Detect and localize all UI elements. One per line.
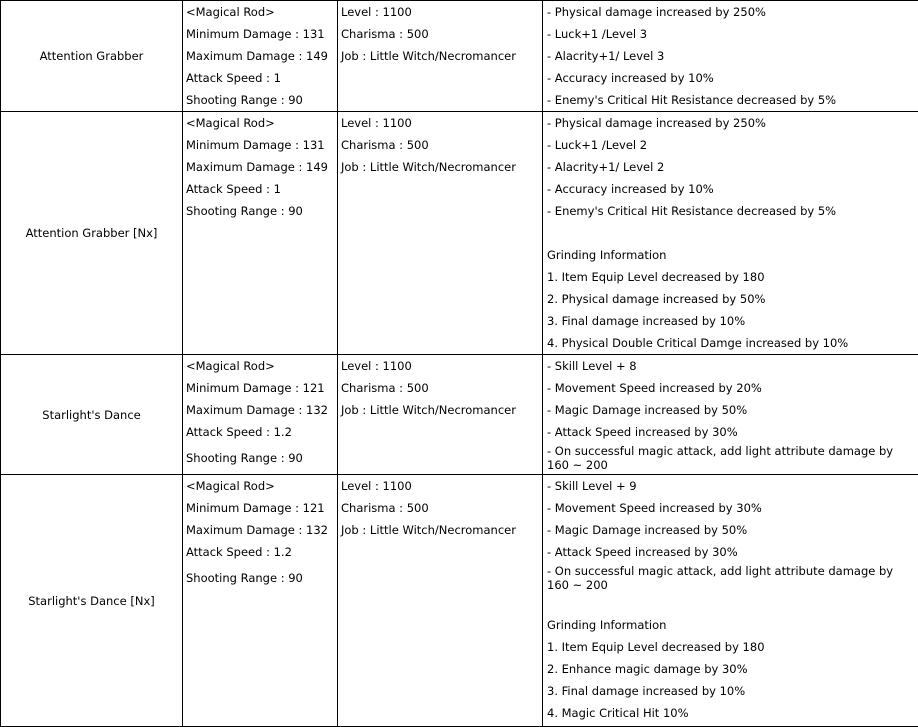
min-damage: Minimum Damage : 121 [183,497,337,519]
effect-line: - Accuracy increased by 10% [543,178,918,200]
effects [543,475,918,727]
item-row [1,355,918,475]
effect-line: - Movement Speed increased by 30% [543,497,918,519]
max-damage: Maximum Damage : 132 [183,399,337,421]
grinding-line: 1. Item Equip Level decreased by 180 [543,636,918,658]
item-row [1,1,918,112]
req-level: Level : 1100 [338,355,542,377]
effect-line: - Accuracy increased by 10% [543,67,918,89]
min-damage: Minimum Damage : 131 [183,23,337,45]
req-level: Level : 1100 [338,475,542,497]
grinding-line: 4. Magic Critical Hit 10% [543,702,918,724]
effect-line: - Skill Level + 9 [543,475,918,497]
requirements [338,475,543,727]
effect-line: - Luck+1 /Level 3 [543,23,918,45]
shooting-range: Shooting Range : 90 [183,443,337,470]
effects [543,112,918,355]
max-damage: Maximum Damage : 149 [183,45,337,67]
weapon-stats [183,112,338,355]
req-charisma: Charisma : 500 [338,134,542,156]
shooting-range: Shooting Range : 90 [183,563,337,590]
weapon-type: <Magical Rod> [183,355,337,377]
grinding-line: 4. Physical Double Critical Damge increased by 10% [543,332,918,354]
shooting-range: Shooting Range : 90 [183,200,337,222]
max-damage: Maximum Damage : 132 [183,519,337,541]
weapon-type: <Magical Rod> [183,112,337,134]
weapon-type: <Magical Rod> [183,475,337,497]
requirements [338,355,543,475]
req-level: Level : 1100 [338,1,542,23]
effect-line: - Alacrity+1/ Level 3 [543,45,918,67]
effect-line: - Physical damage increased by 250% [543,112,918,134]
weapon-type: <Magical Rod> [183,1,337,23]
item-name: Starlight's Dance [1,355,183,475]
attack-speed: Attack Speed : 1.2 [183,421,337,443]
effect-line: - Luck+1 /Level 2 [543,134,918,156]
effect-line: - Physical damage increased by 250% [543,1,918,23]
grinding-line: 3. Final damage increased by 10% [543,680,918,702]
requirements [338,1,543,112]
shooting-range: Shooting Range : 90 [183,89,337,111]
effect-line: - Magic Damage increased by 50% [543,519,918,541]
req-job: Job : Little Witch/Necromancer [338,45,542,67]
effect-line: - Alacrity+1/ Level 2 [543,156,918,178]
max-damage: Maximum Damage : 149 [183,156,337,178]
effect-line: - On successful magic attack, add light attribute damage by 160 ~ 200 [543,563,918,592]
item-name: Attention Grabber [Nx] [1,112,183,355]
effect-line: - On successful magic attack, add light attribute damage by 160 ~ 200 [543,443,918,472]
effect-line: - Enemy's Critical Hit Resistance decreased by 5% [543,200,918,222]
grinding-title: Grinding Information [543,614,918,636]
req-level: Level : 1100 [338,112,542,134]
req-job: Job : Little Witch/Necromancer [338,156,542,178]
requirements [338,112,543,355]
item-name: Attention Grabber [1,1,183,112]
req-charisma: Charisma : 500 [338,497,542,519]
spacer [543,222,918,244]
effect-line: - Attack Speed increased by 30% [543,541,918,563]
req-charisma: Charisma : 500 [338,23,542,45]
min-damage: Minimum Damage : 131 [183,134,337,156]
req-charisma: Charisma : 500 [338,377,542,399]
attack-speed: Attack Speed : 1 [183,67,337,89]
spacer [543,592,918,614]
req-job: Job : Little Witch/Necromancer [338,519,542,541]
grinding-line: 1. Item Equip Level decreased by 180 [543,266,918,288]
item-row [1,475,918,727]
effects [543,1,918,112]
grinding-line: 2. Physical damage increased by 50% [543,288,918,310]
effect-line: - Magic Damage increased by 50% [543,399,918,421]
effect-line: - Attack Speed increased by 30% [543,421,918,443]
effect-line: - Skill Level + 8 [543,355,918,377]
grinding-line: 2. Enhance magic damage by 30% [543,658,918,680]
grinding-title: Grinding Information [543,244,918,266]
req-job: Job : Little Witch/Necromancer [338,399,542,421]
item-row [1,112,918,355]
weapon-stats [183,1,338,112]
grinding-line: 3. Final damage increased by 10% [543,310,918,332]
attack-speed: Attack Speed : 1.2 [183,541,337,563]
min-damage: Minimum Damage : 121 [183,377,337,399]
item-name: Starlight's Dance [Nx] [1,475,183,727]
effect-line: - Movement Speed increased by 20% [543,377,918,399]
attack-speed: Attack Speed : 1 [183,178,337,200]
weapon-stats [183,355,338,475]
weapon-stats [183,475,338,727]
effect-line: - Enemy's Critical Hit Resistance decreased by 5% [543,89,918,111]
effects [543,355,918,475]
